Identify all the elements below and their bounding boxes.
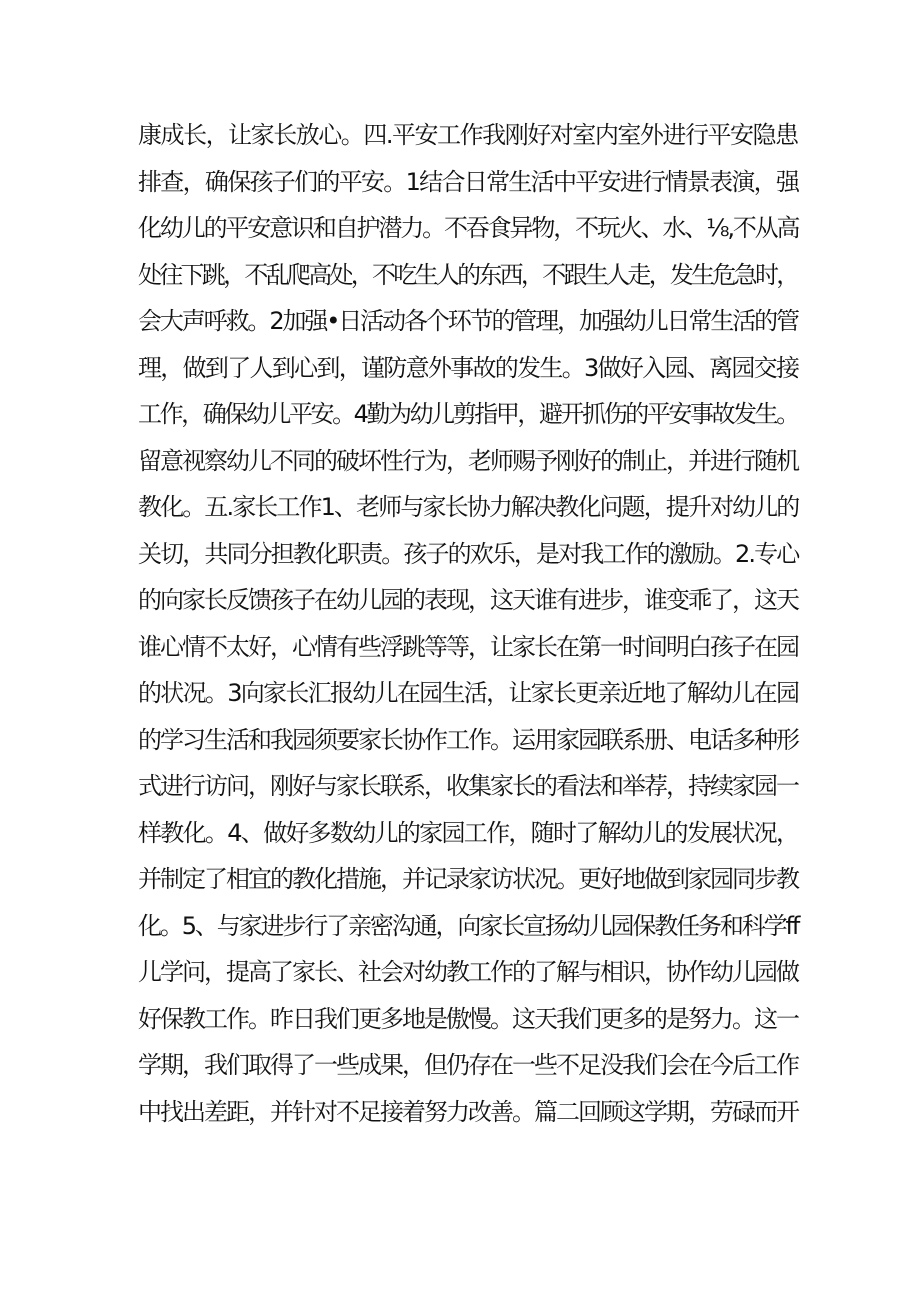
text-line: 化幼儿的平安意识和自护潜力。不吞食异物，不玩火、水、⅛,不从高	[138, 214, 799, 242]
text-line: 化。5、与家进步行了亲密沟通，向家长宣扬幼儿园保教任务和科学ff	[138, 911, 799, 940]
text-line: 理，做到了人到心到，谨防意外事故的发生。3做好入园、离园交接	[138, 353, 799, 382]
text-line: 工作，确保幼儿平安。4勤为幼儿剪指甲，避开抓伤的平安事故发生。	[138, 400, 798, 428]
text-line: 中找出差距，并针对不足接着努力改善。篇二回顾这学期，劳碌而开	[138, 1097, 798, 1126]
text-line: 式进行访问，刚好与家长联系，收集家长的看法和举荐，持续家园一	[138, 772, 798, 800]
text-line: 处往下跳，不乱爬高处，不吃生人的东西，不跟生人走，发生危急时，	[138, 260, 798, 289]
text-line: 会大声呼救。2加强•日活动各个环节的管理，加强幼儿日常生活的管	[138, 307, 798, 335]
text-line: 康成长，让家长放心。四.平安工作我刚好对室内室外进行平安隐患	[138, 121, 798, 149]
text-line: 关切，共同分担教化职责。孩子的欢乐，是对我工作的激励。2.专心	[138, 539, 799, 568]
text-line: 并制定了相宜的教化措施，并记录家访状况。更好地做到家园同步教	[138, 865, 798, 893]
text-line: 好保教工作。昨日我们更多地是傲慢。这天我们更多的是努力。这一	[138, 1004, 798, 1033]
body-text	[138, 112, 798, 1135]
text-line: 样教化。4、做好多数幼儿的家园工作，随时了解幼儿的发展状况，	[138, 818, 799, 847]
text-line: 谁心情不太好，心情有些浮跳等等，让家长在第一时间明白孩子在园	[138, 632, 798, 661]
text-line: 的状况。3向家长汇报幼儿在园生活，让家长更亲近地了解幼儿在园	[138, 679, 799, 707]
text-line: 留意视察幼儿不同的破坏性行为，老师赐予刚好的制止，并进行随机	[138, 446, 798, 475]
text-line: 排查，确保孩子们的平安。1结合日常生活中平安进行情景表演，强	[138, 167, 799, 196]
text-line: 儿学问，提高了家长、社会对幼教工作的了解与相识，协作幼儿园做	[138, 958, 798, 986]
text-line: 学期，我们取得了一些成果，但仍存在一些不足没我们会在今后工作	[138, 1051, 798, 1079]
text-line: 教化。五.家长工作1、老师与家长协力解决教化问题，提升对幼儿的	[138, 493, 799, 521]
text-line: 的学习生活和我园须要家长协作工作。运用家园联系册、电话多种形	[138, 725, 798, 754]
text-line: 的向家长反馈孩子在幼儿园的表现，这天谁有进步，谁变乖了，这天	[138, 586, 798, 614]
